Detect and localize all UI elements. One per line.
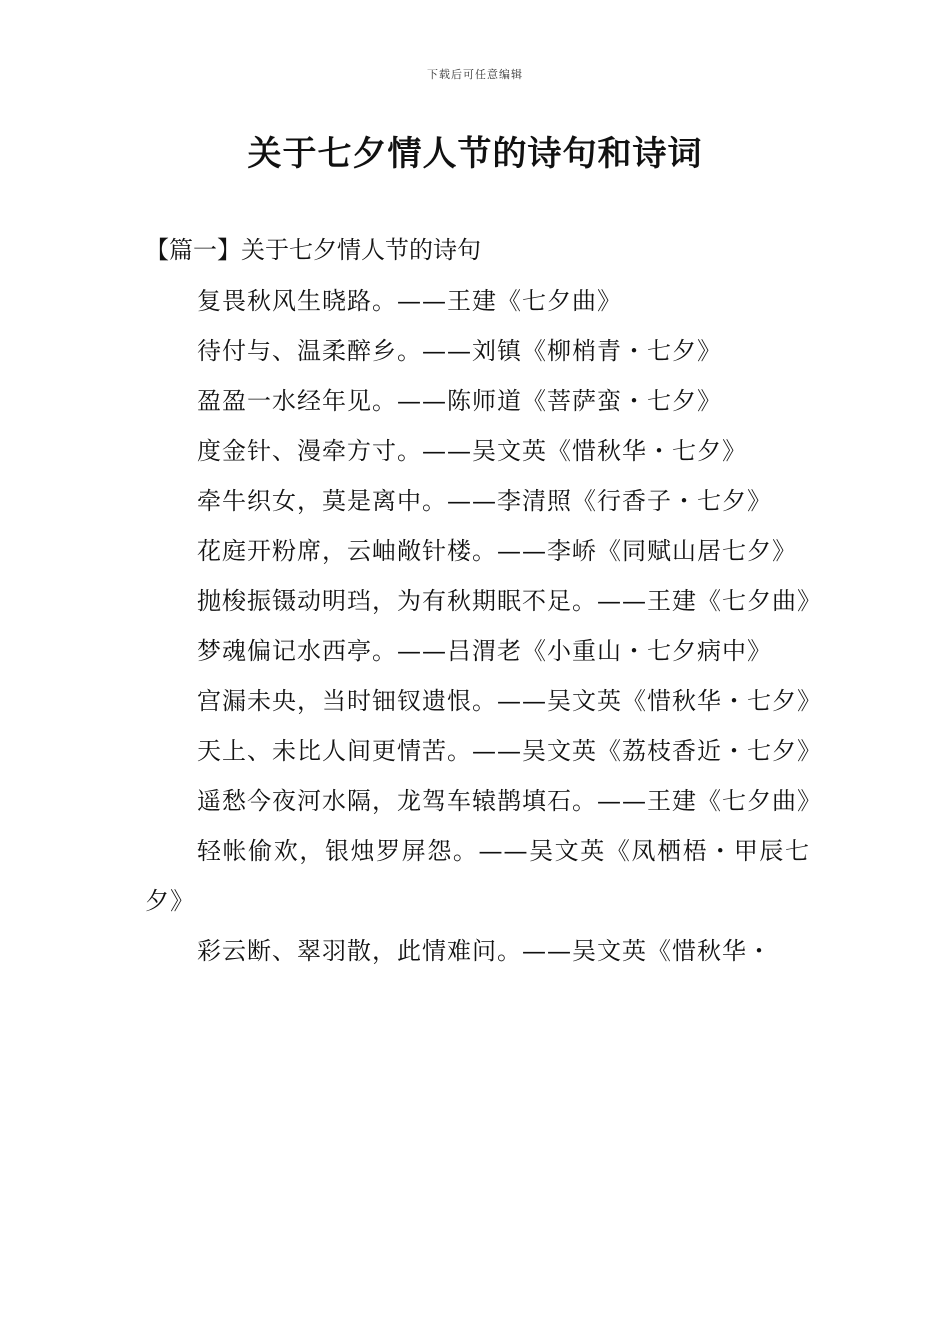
poem-line: 复畏秋风生晓路。——王建《七夕曲》 (197, 287, 622, 315)
poem-line: 宫漏未央，当时钿钗遗恨。——吴文英《惜秋华・七夕》 (197, 687, 822, 715)
page-header-note: 下载后可任意编辑 (427, 68, 523, 81)
poem-line: 牵牛织女，莫是离中。——李清照《行香子・七夕》 (197, 487, 772, 515)
poem-line: 盈盈一水经年见。——陈师道《菩萨蛮・七夕》 (197, 387, 722, 415)
poem-line: 轻帐偷欢，银烛罗屏怨。——吴文英《凤栖梧・甲辰七夕》 (145, 837, 810, 915)
poem-line: 抛梭振镊动明珰，为有秋期眠不足。——王建《七夕曲》 (197, 587, 822, 615)
document-title: 关于七夕情人节的诗句和诗词 (247, 134, 703, 174)
poem-line: 遥愁今夜河水隔，龙驾车辕鹊填石。——王建《七夕曲》 (197, 787, 822, 815)
section-heading: 【篇一】关于七夕情人节的诗句 (145, 236, 481, 264)
poem-line: 待付与、温柔醉乡。——刘镇《柳梢青・七夕》 (197, 337, 722, 365)
poem-line: 度金针、漫牵方寸。——吴文英《惜秋华・七夕》 (197, 437, 747, 465)
poem-line: 梦魂偏记水西亭。——吕渭老《小重山・七夕病中》 (197, 637, 772, 665)
poem-line-list (145, 276, 822, 976)
poem-line: 花庭开粉席，云岫敞针楼。——李峤《同赋山居七夕》 (197, 537, 797, 565)
poem-line: 天上、未比人间更情苦。——吴文英《荔枝香近・七夕》 (197, 737, 822, 765)
poem-line: 彩云断、翠羽散，此情难问。——吴文英《惜秋华・ (197, 937, 772, 965)
